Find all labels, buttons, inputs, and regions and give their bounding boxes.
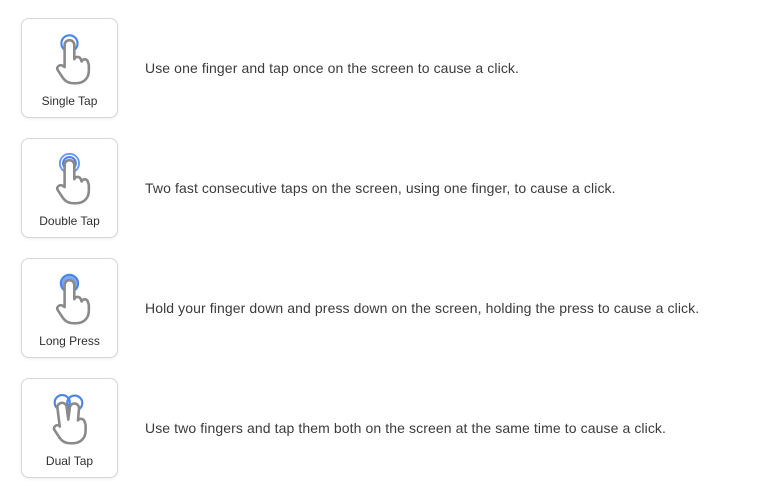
single-tap-icon bbox=[44, 19, 96, 94]
long-press-icon bbox=[44, 259, 96, 334]
dual-tap-icon bbox=[44, 379, 96, 454]
gesture-row-long-press bbox=[21, 258, 779, 358]
gesture-card-dual-tap[interactable] bbox=[21, 378, 118, 478]
gesture-description: Use two fingers and tap them both on the screen at the same time to cause a click. bbox=[145, 420, 667, 436]
gesture-card-long-press[interactable] bbox=[21, 258, 118, 358]
gesture-row-single-tap bbox=[21, 18, 779, 118]
gesture-label: Double Tap bbox=[39, 214, 100, 228]
double-tap-icon bbox=[44, 139, 96, 214]
gesture-label: Long Press bbox=[39, 334, 100, 348]
gesture-row-dual-tap bbox=[21, 378, 779, 478]
gesture-description: Use one finger and tap once on the screen to cause a click. bbox=[145, 60, 520, 76]
gesture-card-double-tap[interactable] bbox=[21, 138, 118, 238]
gesture-description: Hold your finger down and press down on the screen, holding the press to cause a click. bbox=[145, 300, 700, 316]
gesture-description: Two fast consecutive taps on the screen, using one finger, to cause a click. bbox=[145, 180, 616, 196]
gesture-row-double-tap bbox=[21, 138, 779, 238]
gesture-label: Dual Tap bbox=[45, 454, 94, 468]
gesture-label: Single Tap bbox=[41, 94, 98, 108]
gesture-card-single-tap[interactable] bbox=[21, 18, 118, 118]
